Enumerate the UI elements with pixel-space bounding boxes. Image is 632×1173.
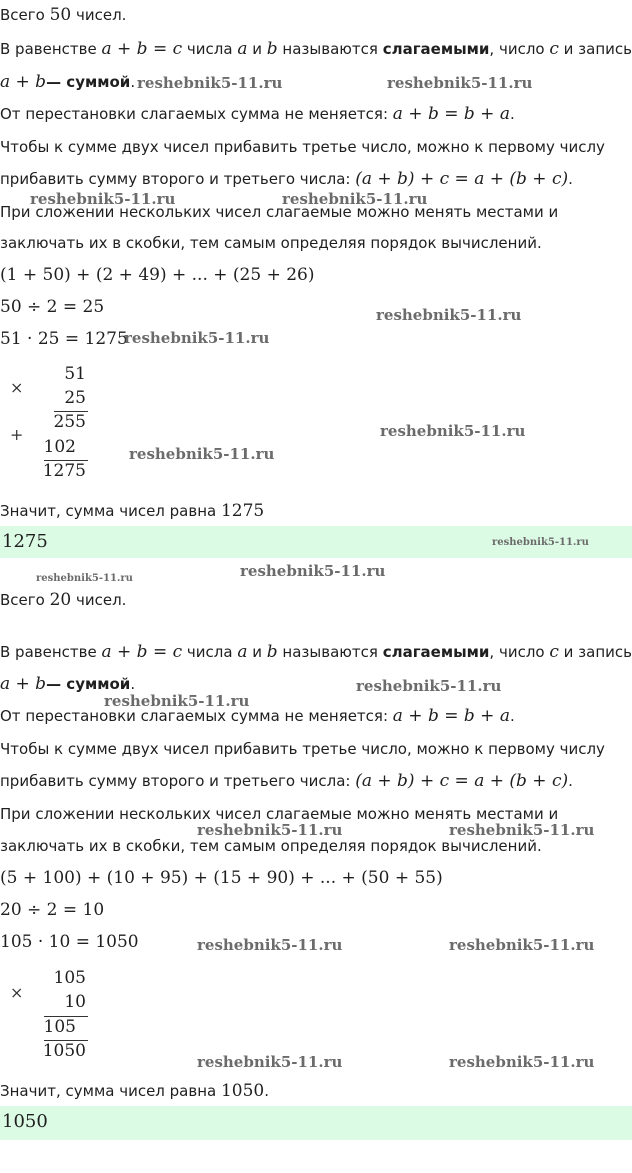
column-operand-b: 25 (64, 388, 86, 408)
answer-value: 1275 (2, 531, 48, 552)
conclusion-line: Значит, сумма чисел равна 1050. (0, 1081, 270, 1101)
grouping-line-1: При сложении нескольких чисел слагаемые можно менять местами и (0, 805, 559, 823)
watermark: reshebnik5-11.ru (492, 537, 589, 548)
commutative-line: От перестановки слагаемых сумма не меняется: a + b = b + a. (0, 706, 515, 726)
count-number: 20 (49, 590, 72, 610)
math-expression: a + b = c (101, 39, 183, 59)
watermark: reshebnik5-11.ru (197, 936, 343, 954)
watermark: reshebnik5-11.ru (197, 821, 343, 839)
count-line: Всего 50 чисел. (0, 5, 127, 25)
watermark: reshebnik5-11.ru (449, 1053, 595, 1071)
definition-line: В равенстве a + b = c числа a и b называются слагаемыми, число c и запись (0, 642, 632, 662)
column-partial-1: 105 (43, 1017, 76, 1037)
calc-division: 50 ÷ 2 = 25 (0, 297, 105, 317)
count-number: 50 (49, 5, 72, 25)
watermark: reshebnik5-11.ru (356, 677, 502, 695)
watermark: reshebnik5-11.ru (376, 306, 522, 324)
sum-definition-line: a + b— суммой. (0, 72, 136, 92)
column-partial-1: 255 (53, 412, 86, 432)
column-operand-b: 10 (64, 992, 86, 1012)
count-line: Всего 20 чисел. (0, 590, 127, 610)
grouping-line-2: заключать их в скобки, тем самым определяя порядок вычислений. (0, 837, 542, 855)
calc-division: 20 ÷ 2 = 10 (0, 900, 105, 920)
watermark: reshebnik5-11.ru (380, 422, 526, 440)
grouping-line-1: При сложении нескольких чисел слагаемые можно менять местами и (0, 203, 559, 221)
column-operand-a: 105 (53, 968, 86, 988)
column-result: 1275 (42, 461, 86, 481)
calc-pairs: (5 + 100) + (10 + 95) + (15 + 90) + ... + (50 + 55) (0, 868, 443, 888)
math-expression: a + b = c (101, 642, 183, 662)
column-result: 1050 (42, 1041, 86, 1061)
associative-line-1: Чтобы к сумме двух чисел прибавить третье число, можно к первому числу (0, 138, 605, 156)
watermark: reshebnik5-11.ru (240, 562, 386, 580)
plus-sign: + (10, 425, 24, 444)
watermark: reshebnik5-11.ru (104, 692, 250, 710)
associative-line-2: прибавить сумму второго и третьего числа: (a + b) + c = a + (b + c). (0, 771, 573, 791)
watermark: reshebnik5-11.ru (387, 74, 533, 92)
calc-multiplication: 51 · 25 = 1275 (0, 329, 128, 349)
definition-line: В равенстве a + b = c числа a и b называются слагаемыми, число c и запись (0, 39, 632, 59)
watermark: reshebnik5-11.ru (137, 74, 283, 92)
watermark: reshebnik5-11.ru (282, 190, 428, 208)
associative-line-2: прибавить сумму второго и третьего числа: (a + b) + c = a + (b + c). (0, 169, 573, 189)
term-sum: — суммой (46, 675, 131, 693)
watermark: reshebnik5-11.ru (124, 329, 270, 347)
multiply-sign: × (10, 378, 24, 397)
watermark: reshebnik5-11.ru (36, 573, 133, 584)
calc-pairs: (1 + 50) + (2 + 49) + ... + (25 + 26) (0, 265, 315, 285)
grouping-line-2: заключать их в скобки, тем самым определяя порядок вычислений. (0, 234, 542, 252)
sum-definition-line: a + b— суммой. (0, 674, 136, 694)
watermark: reshebnik5-11.ru (129, 445, 275, 463)
term-summands: слагаемыми (382, 40, 490, 58)
commutative-line: От перестановки слагаемых сумма не меняется: a + b = b + a. (0, 104, 515, 124)
term-sum: — суммой (46, 73, 131, 91)
conclusion-line: Значит, сумма чисел равна 1275 (0, 501, 265, 521)
multiply-sign: × (10, 983, 24, 1002)
answer-box (0, 1106, 632, 1140)
column-operand-a: 51 (64, 364, 86, 384)
watermark: reshebnik5-11.ru (449, 936, 595, 954)
watermark: reshebnik5-11.ru (197, 1053, 343, 1071)
calc-multiplication: 105 · 10 = 1050 (0, 932, 139, 952)
term-summands: слагаемыми (382, 643, 490, 661)
associative-line-1: Чтобы к сумме двух чисел прибавить третье число, можно к первому числу (0, 740, 605, 758)
watermark: reshebnik5-11.ru (30, 190, 176, 208)
watermark: reshebnik5-11.ru (449, 821, 595, 839)
answer-value: 1050 (2, 1111, 48, 1132)
column-partial-2: 102 (43, 437, 76, 457)
